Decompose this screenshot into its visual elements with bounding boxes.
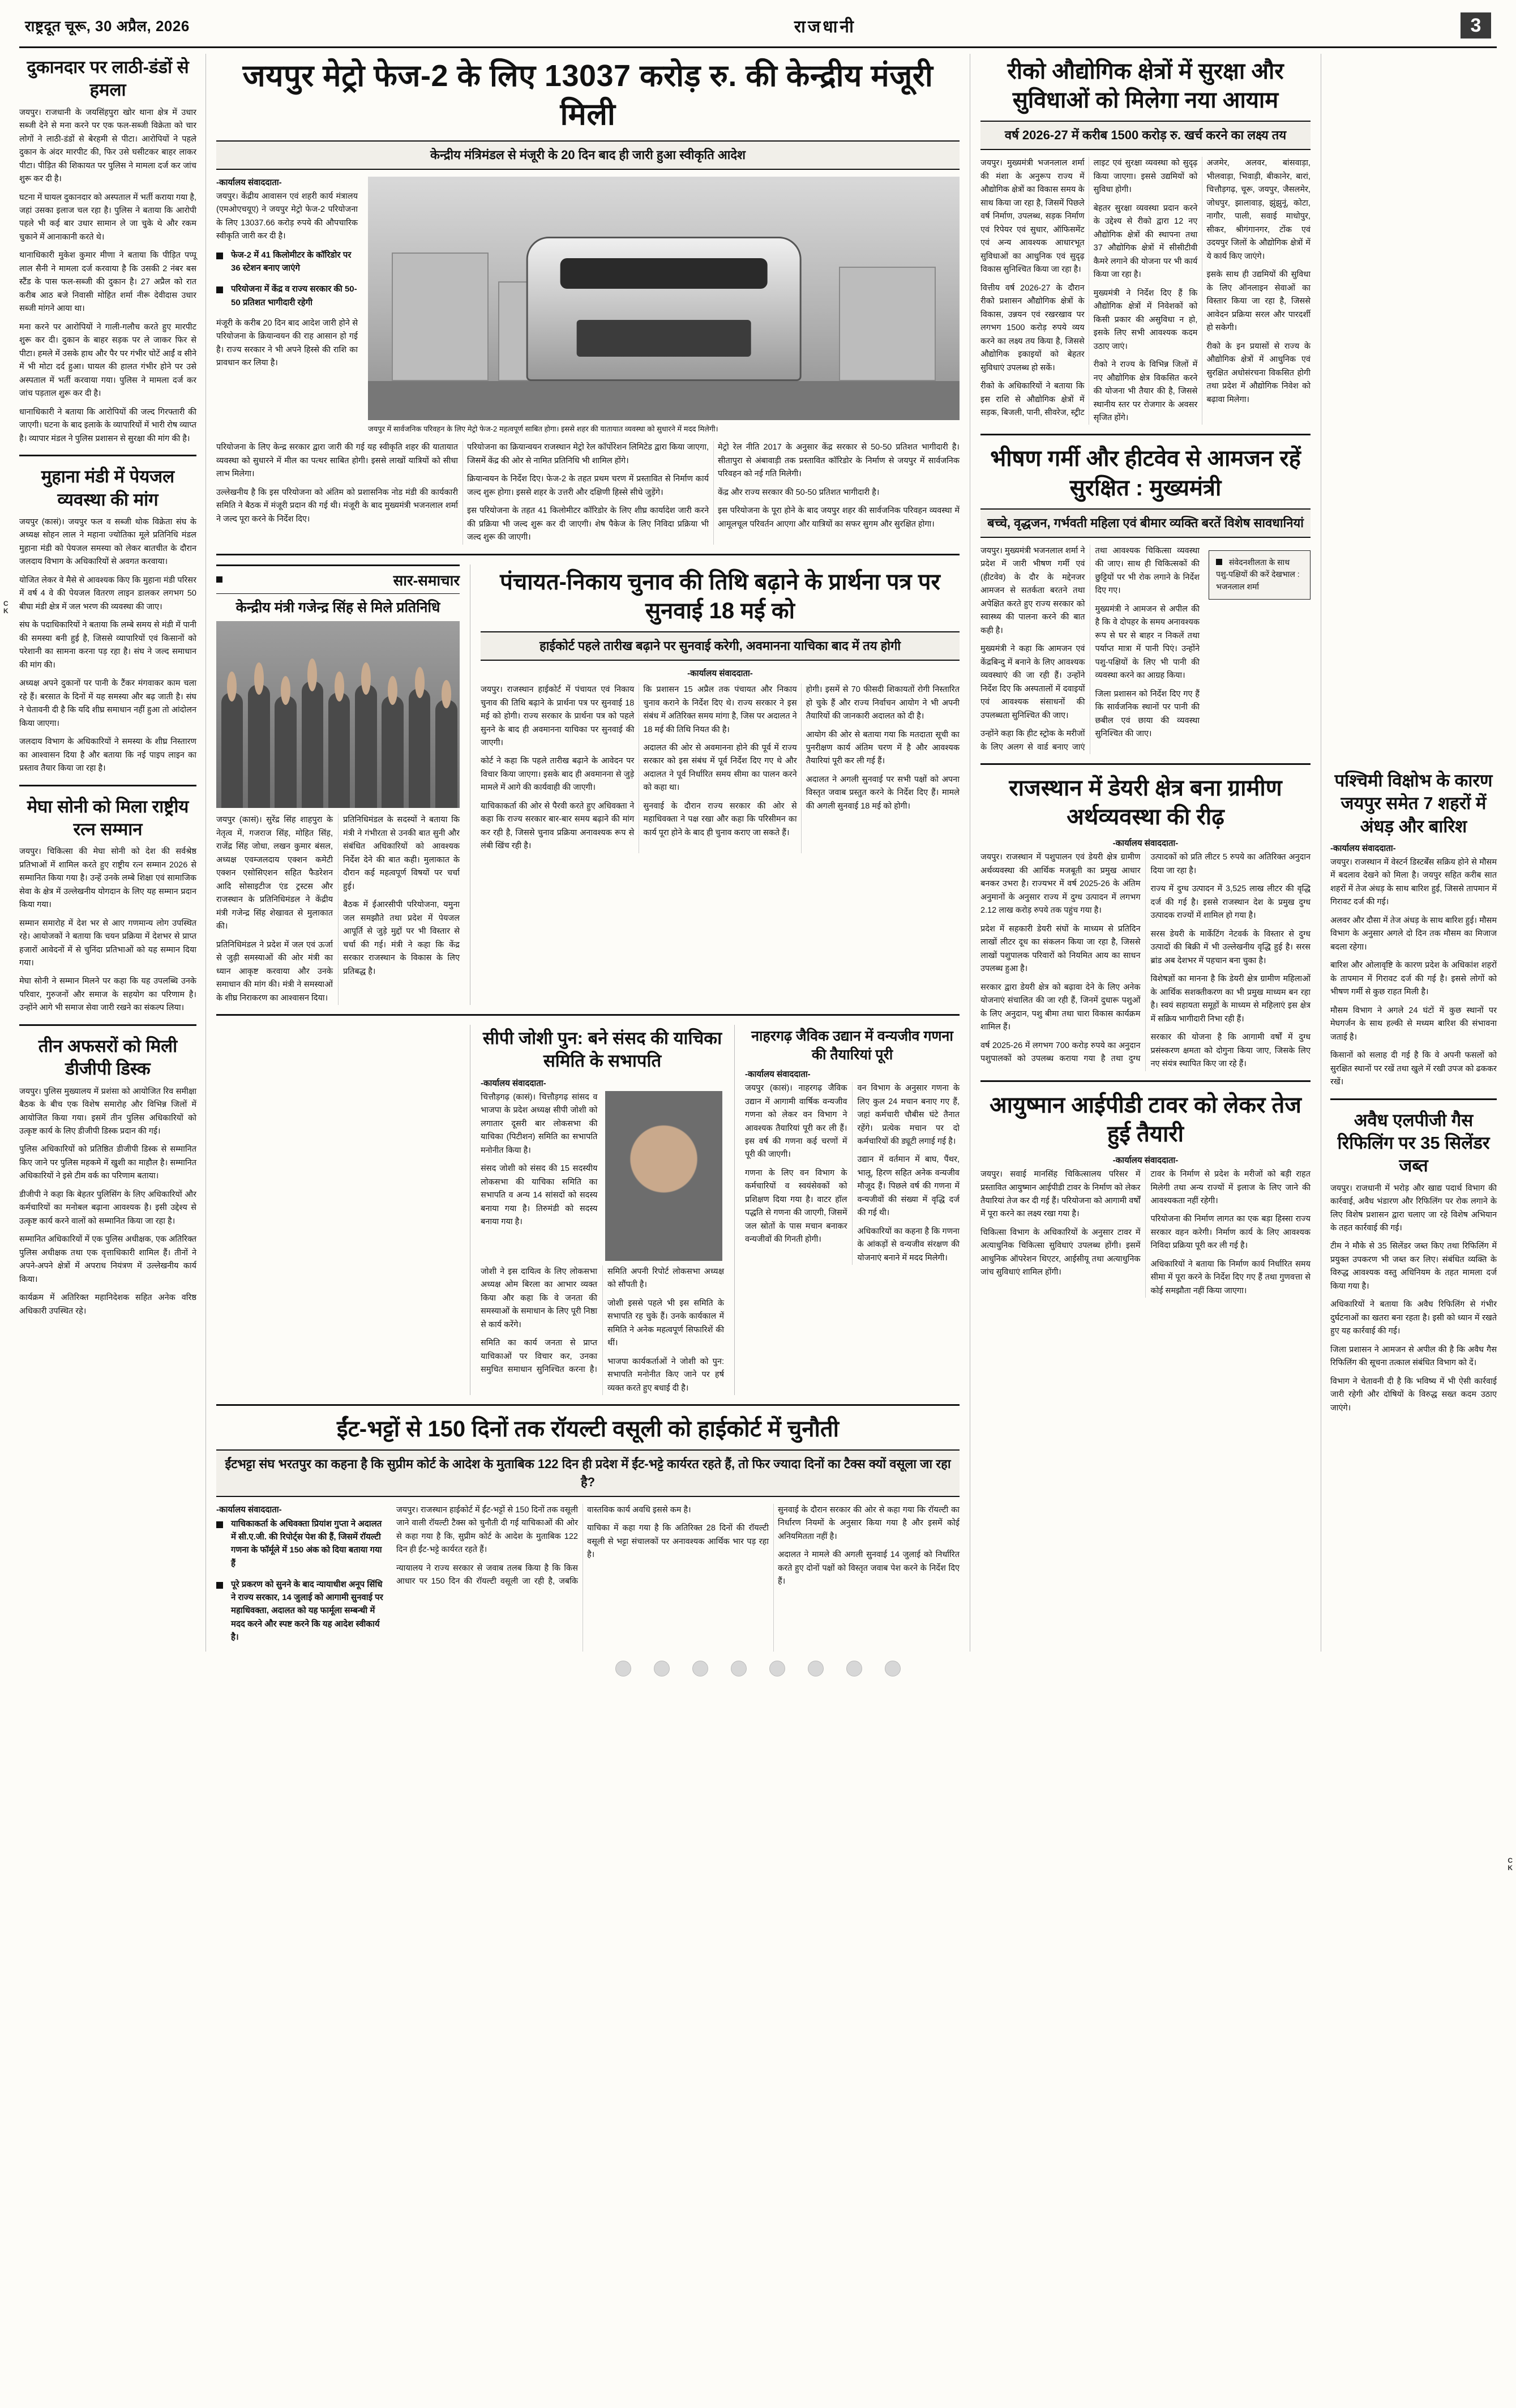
- story-paragraph: सरकार द्वारा डेयरी क्षेत्र को बढ़ावा देने के लिए अनेक योजनाएं संचालित की जा रही हैं, जिनमें दुधारू पशुओं के लिए अनुदान, पशु बीमा तथा चारा विकास कार्यक्रम शामिल हैं।: [980, 982, 1141, 1032]
- story-paragraph: रीको के इन प्रयासों से राज्य के औद्योगिक क्षेत्रों में आधुनिक एवं सुरक्षित अधोसंरचना विकसित होगी तथा प्रदेश में औद्योगिक निवेश को बढ़ावा मिलेगा।: [1206, 341, 1311, 404]
- story-paragraph: अजमेर, अलवर, बांसवाड़ा, भीलवाड़ा, भिवाड़ी, बीकानेर, बारां, चित्तौड़गढ़, चूरू, जयपुर, जैसलमेर, जोधपुर, झालावाड़, झुंझुनूं, कोटा, नागौर, पाली, सवाई माधोपुर, सीकर, श्रीगंगानगर, टोंक एवं उदयपुर जिलों के औद्योगिक क्षेत्रों में ये कार्य किए जाएंगे।: [1206, 159, 1311, 261]
- story-dgp-disc: [19, 1035, 196, 1318]
- story-paragraph: गणना के लिए वन विभाग के कर्मचारियों व स्वयंसेवकों को प्रशिक्षण दिया गया है। वाटर हॉल पद्धति से गणना की जाएगी, जिसमें जल स्रोतों के पास मचान बनाकर वन्यजीवों की गिनती होगी।: [745, 1168, 847, 1244]
- story-cp-joshi: [470, 1025, 724, 1395]
- story-headline: दुकानदार पर लाठी-डंडों से हमला: [27, 57, 189, 100]
- story-paragraph: जिला प्रशासन ने आमजन से अपील की है कि अवैध गैस रिफिलिंग की सूचना तत्काल संबंधित विभाग को दें।: [1330, 1345, 1497, 1368]
- story-paragraph: थानाधिकारी मुकेश कुमार मीणा ने बताया कि पीड़ित पप्पू लाल सैनी ने मामला दर्ज करवाया है कि उसकी 2 नंबर बस स्टैंड के पास फल-सब्जी की दुकान है। 27 अप्रैल को रात करीब आठ बजे निवासी मोहित शर्मा नीरू देवीदास उधार सब्जी मांगने आया था।: [19, 251, 196, 314]
- story-paragraph: जयपुर। राजस्थान हाईकोर्ट में ईंट-भट्टों से 150 दिनों तक वसूली जाने वाली रॉयल्टी टैक्स को चुनौती दी गई याचिकाओं की ओर से कहा गया है कि, सुप्रीम कोर्ट के आदेश के मुताबिक 122 दिन ही ईंट-भट्टे कार्यरत रहते हैं।: [396, 1505, 578, 1555]
- story-paragraph: जयपुर। सवाई मानसिंह चिकित्सालय परिसर में प्रस्तावित आयुष्मान आईपीडी टावर के निर्माण को लेकर तैयारियां तेज कर दी गई हैं। परियोजना को आगामी वर्षों में पूरा करने का लक्ष्य रखा गया है।: [980, 1170, 1141, 1219]
- metro-train-photo: [368, 177, 960, 420]
- story-paragraph: भाजपा कार्यकर्ताओं ने जोशी को पुन: सभापति मनोनीत किए जाने पर हर्ष व्यक्त करते हुए बधाई दी है।: [607, 1357, 724, 1393]
- eent-bullet-list: [216, 1517, 386, 1644]
- story-paragraph: मुख्यमंत्री ने कहा कि आमजन एवं केंद्रबिन्दु में बनाने के लिए आवश्यक व्यवस्थाएं की जा रही हैं। उन्होंने निर्देश दिए कि अस्पतालों में दवाइयों एवं आवश्यक संसाधनों की उपलब्धता सुनिश्चित की जाए।: [980, 644, 1085, 720]
- story-brick-kiln-royalty: [216, 1415, 960, 1652]
- story-paragraph: चित्तौड़गढ़ (कासं)। चित्तौड़गढ़ सांसद व भाजपा के प्रदेश अध्यक्ष सीपी जोशी को लगातार दूसरी बार लोकसभा की याचिका (पिटीशन) समिति का सभापति मनोनीत किया है।: [481, 1092, 598, 1155]
- delegation-group-photo: [216, 621, 460, 808]
- story-paragraph: जयपुर। मुख्यमंत्री भजनलाल शर्मा ने प्रदेश में जारी भीषण गर्मी एवं (हीटवेव) के दौर के मद्देनजर आमजन से सतर्कता बरतने तथा अपेक्षित करते हुए राज्य सरकार को स्वास्थ्य की पालना करने की बात कही है।: [980, 546, 1085, 635]
- story-paragraph: कार्यक्रम में अतिरिक्त महानिदेशक सहित अनेक वरिष्ठ अधिकारी उपस्थित रहे।: [19, 1293, 196, 1316]
- story-paragraph: टीम ने मौके से 35 सिलेंडर जब्त किए तथा रिफिलिंग में प्रयुक्त उपकरण भी जब्त कर लिए। संबंधित व्यक्ति के विरुद्ध आवश्यक वस्तु अधिनियम के तहत मामला दर्ज किया गया है।: [1330, 1242, 1497, 1291]
- lead-subhead: केन्द्रीय मंत्रिमंडल से मंजूरी के 20 दिन बाद ही जारी हुआ स्वीकृति आदेश: [216, 140, 960, 170]
- story-panchayat-election-date: [470, 564, 960, 1005]
- story-paragraph: प्रदेश में सहकारी डेयरी संघों के माध्यम से प्रतिदिन लाखों लीटर दूध का संकलन किया जा रहा है, जिससे लाखों पशुपालक परिवारों को नियमित आय का साधन उपलब्ध हुआ है।: [980, 924, 1141, 974]
- square-bullet-icon: [1216, 559, 1222, 565]
- story-paragraph: जयपुर। राजस्थान में वेस्टर्न डिस्टर्बेंस सक्रिय होने से मौसम में बदलाव देखने को मिला है। जयपुर सहित करीब सात शहरों में तेज अंधड़ के साथ बारिश हुई, जिससे तापमान में गिरावट दर्ज की गई।: [1330, 857, 1497, 907]
- story-subhead: बच्चे, वृद्धजन, गर्भवती महिला एवं बीमार व्यक्ति बरतें विशेष सावधानियां: [980, 508, 1311, 538]
- story-paragraph: जलदाय विभाग के अधिकारियों ने समस्या के शीघ्र निस्तारण का आश्वासन दिया है और बताया कि नई पाइप लाइन का प्रस्ताव तैयार किया जा रहा है।: [19, 737, 196, 773]
- story-paragraph: जयपुर। राजधानी में भरोड़ और खाद्य पदार्थ विभाग की कार्रवाई, अवैध भंडारण और रिफिलिंग पर रोक लगाने के लिए विशेष प्रशासन द्वारा चलाए जा रहे विशेष अभियान के तहत कार्रवाई की गई।: [1330, 1183, 1497, 1233]
- story-headline: रीको औद्योगिक क्षेत्रों में सुरक्षा और सुविधाओं को मिलेगा नया आयाम: [1007, 59, 1284, 113]
- story-paragraph: जयपुर। केंद्रीय आवासन एवं शहरी कार्य मंत्रालय (एमओएचयूए) ने जयपुर मेट्रो फेज-2 परियोजना के लिए 13037.66 करोड़ रुपये की औपचारिक स्वीकृति जारी कर दी है।: [216, 191, 358, 241]
- story-paragraph: घटना में घायल दुकानदार को अस्पताल में भर्ती कराया गया है, जहां उसका इलाज चल रहा है। पुलिस ने बताया कि आरोपी पहले भी कई बार उधार सामान ले जा चुके थे और रकम चुकाने में आनाकानी करते थे।: [19, 193, 196, 242]
- story-paragraph: किसानों को सलाह दी गई है कि वे अपनी फसलों को सुरक्षित स्थानों पर रखें तथा खुले में रखी उपज को ढककर रखें।: [1330, 1051, 1497, 1087]
- story-paragraph: कि प्रशासन 15 अप्रैल तक पंचायत और निकाय चुनाव कराने के निर्देश दिए थे। राज्य सरकार ने इस संबंध में अतिरिक्त समय मांगा है, जिस पर अदालत ने 18 मई की तिथि नियत की है।: [643, 685, 797, 734]
- story-paragraph: जोशी ने इस दायित्व के लिए लोकसभा अध्यक्ष ओम बिरला का आभार व्यक्त किया और कहा कि वे जनता की समस्याओं के समाधान के लिए पूरी निष्ठा से कार्य करेंगे।: [481, 1267, 597, 1329]
- story-paragraph: सरस डेयरी के मार्केटिंग नेटवर्क के विस्तार से दुग्ध उत्पादों की बिक्री में भी उल्लेखनीय वृद्धि हुई है। सरस ब्रांड अब देशभर में पहचान बना चुका है।: [1150, 929, 1311, 965]
- story-subhead: वर्ष 2026-27 में करीब 1500 करोड़ रु. खर्च करने का लक्ष्य तय: [980, 121, 1311, 150]
- divider: [19, 785, 196, 786]
- divider: [980, 763, 1311, 765]
- story-illegal-lpg-refilling: [1330, 1109, 1497, 1415]
- story-paragraph: अलवर और दौसा में तेज अंधड़ के साथ बारिश हुई। मौसम विभाग के अनुसार अगले दो दिन तक मौसम का मिजाज बदला रहेगा।: [1330, 916, 1497, 952]
- masthead-edition: राष्ट्रदूत चूरू, 30 अप्रैल, 2026: [25, 18, 190, 35]
- story-paragraph: आयोग की ओर से बताया गया कि मतदाता सूची का पुनरीक्षण कार्य अंतिम चरण में है और आवश्यक तैयारियां पूरी कर ली गई हैं।: [806, 730, 960, 766]
- story-paragraph: अधिकारियों का कहना है कि गणना के आंकड़ों से वन्यजीव संरक्षण की योजनाएं बनाने में मदद मिलेगी।: [857, 1226, 960, 1263]
- story-paragraph: सरकार की योजना है कि आगामी वर्षों में दुग्ध प्रसंस्करण क्षमता को दोगुना किया जाए, जिसके लिए नए संयंत्र स्थापित किए जा रहे हैं।: [1150, 1033, 1311, 1069]
- story-paragraph: मुख्यमंत्री ने निर्देश दिए हैं कि औद्योगिक क्षेत्रों में निवेशकों को किसी प्रकार की असुविधा न हो, इसके लिए सभी आवश्यक कदम उठाए जाएं।: [1093, 288, 1198, 351]
- story-subhead: ईंटभट्टा संघ भरतपुर का कहना है कि सुप्रीम कोर्ट के आदेश के मुताबिक 122 दिन ही प्रदेश में ईंट-भट्टे कार्यरत रहते हैं, तो फिर ज्यादा दिनों का टैक्स क्यों वसूला जा रहा है?: [216, 1449, 960, 1497]
- story-paragraph: जयपुर। राजस्थान हाईकोर्ट में पंचायत एवं निकाय चुनाव की तिथि बढ़ाने के प्रार्थना पत्र पर सुनवाई 18 मई को होगी। राज्य सरकार के प्रार्थना पत्र को पहले सुनने के बाद ही अवमानना याचिका पर सुनवाई की जाएगी।: [481, 685, 635, 747]
- section-label-text: सार-समाचार: [393, 571, 460, 589]
- story-paragraph: अदालत ने अगली सुनवाई पर सभी पक्षों को अपना विस्तृत जवाब प्रस्तुत करने के निर्देश दिए हैं। मामले की अगली सुनवाई 18 मई को होगी।: [806, 775, 960, 811]
- print-registration-dots: [19, 1652, 1497, 1682]
- story-paragraph: रीको के अधिकारियों ने बताया कि इस राशि से औद्योगिक क्षेत्रों में सड़क, बिजली, पानी, सीवरेज, स्ट्रीट लाइट एवं सुरक्षा व्यवस्था को सुदृढ़ किया जाएगा। इससे उद्यमियों को सुविधा होगी।: [980, 159, 1198, 417]
- story-headline: अवैध एलपीजी गैस रिफिलिंग पर 35 सिलेंडर जब्त: [1337, 1110, 1490, 1176]
- story-paragraph: विभाग ने चेतावनी दी है कि भविष्य में भी ऐसी कार्रवाई जारी रहेगी और दोषियों के विरुद्ध सख्त कदम उठाए जाएंगे।: [1330, 1376, 1497, 1413]
- story-paragraph: डीजीपी ने कहा कि बेहतर पुलिसिंग के लिए अधिकारियों और कर्मचारियों का मनोबल बढ़ाना आवश्यक है। इसी उद्देश्य से उत्कृष्ट कार्य करने वालों को सम्मानित किया जा रहा है।: [19, 1190, 196, 1226]
- divider: [1330, 1098, 1497, 1100]
- story-headline: पश्चिमी विक्षोभ के कारण जयपुर समेत 7 शहरों में अंधड़ और बारिश: [1334, 771, 1493, 836]
- story-paragraph: अदालत की ओर से अवमानना होने की पूर्व में राज्य सरकार को इस संबंध में पूर्व निर्देश दिए गए थे और अदालत ने पूर्व निर्धारित समय सीमा का पालन करने को कहा था।: [643, 743, 797, 793]
- story-paragraph: मेट्रो रेल नीति 2017 के अनुसार केंद्र सरकार से 50-50 प्रतिशत भागीदारी है। सीतापुरा से अंबावाड़ी तक प्रस्तावित कॉरिडोर के निर्माण से जयपुर में सार्वजनिक परिवहन को नई गति मिलेगी।: [718, 443, 960, 479]
- story-paragraph: सुनवाई के दौरान राज्य सरकार की ओर से महाधिवक्ता ने पक्ष रखा और कहा कि परिसीमन का कार्य पूरा होने के बाद ही चुनाव कराए जा सकते हैं।: [643, 801, 797, 837]
- story-paragraph: प्रतिनिधिमंडल के सदस्यों ने बताया कि मंत्री ने गंभीरता से उनकी बात सुनी और संबंधित अधिकारियों को आवश्यक निर्देश देने की बात कही। मुलाकात के दौरान कई महत्वपूर्ण विषयों पर चर्चा हुई।: [343, 815, 460, 891]
- byline: -कार्यालय संवाददाता-: [216, 1504, 282, 1515]
- square-bullet-icon: [216, 576, 222, 583]
- story-paragraph: मौसम विभाग ने अगले 24 घंटों में कुछ स्थानों पर मेघगर्जन के साथ हल्की से मध्यम बारिश की संभावना जताई है।: [1330, 1006, 1497, 1042]
- story-paragraph: जयपुर। मुख्यमंत्री भजनलाल शर्मा की मंशा के अनुरूप राज्य में औद्योगिक क्षेत्रों का विकास समय के साथ किया जा रहा है, जिसमें पिछले वर्ष निर्माण, उपलब्ध, सड़क निर्माण एवं रिपेयर एवं सुधार, ऑफिसमेंट एवं अन्य आवश्यक आधारभूत सुविधाओं का आधुनिक एवं सुदृढ़ विकास सुनिश्चित किया जा रहा है।: [980, 159, 1085, 275]
- list-item: पूरे प्रकरण को सुनने के बाद न्यायाधीश अनूप सिंधि ने राज्य सरकार, 14 जुलाई को आगामी सुनवाई पर महाधिवक्ता, अदालत को यह फार्मूला सम्बन्धी में मदद करने और स्पष्ट करने कि यह आदेश स्वीकार्य है।: [216, 1578, 386, 1644]
- story-paragraph: सम्मान समारोह में देश भर से आए गणमान्य लोग उपस्थित रहे। आयोजकों ने बताया कि चयन प्रक्रिया में देशभर से प्राप्त हजारों आवेदनों में से चुनिंदा प्रतिभाओं को यह सम्मान दिया गया।: [19, 918, 196, 968]
- quote-text: संवेदनशीलता के साथ पशु-पक्षियों की करें देखभाल : भजनलाल शर्मा: [1216, 557, 1300, 592]
- story-paragraph: इसके साथ ही उद्यमियों की सुविधा के लिए ऑनलाइन सेवाओं का विस्तार किया जा रहा है, जिससे आवेदन प्रक्रिया सरल और पारदर्शी हो सकेगी।: [1206, 270, 1311, 333]
- story-paragraph: अधिकारियों ने बताया कि निर्माण कार्य निर्धारित समय सीमा में पूरा करने के निर्देश दिए गए हैं तथा गुणवत्ता से कोई समझौता नहीं किया जाएगा।: [1150, 1259, 1311, 1295]
- story-paragraph: वर्ष 2025-26 में लगभग 700 करोड़ रुपये का अनुदान पशुपालकों को उपलब्ध कराया गया है तथा दुग्ध उत्पादकों को प्रति लीटर 5 रुपये का अतिरिक्त अनुदान दिया जा रहा है।: [980, 853, 1311, 1064]
- masthead: [19, 0, 1497, 48]
- story-paragraph: उन्होंने कहा कि हीट स्ट्रोक के मरीजों के लिए अलग से वार्ड बनाए जाएं तथा आवश्यक चिकित्सा व्यवस्था की जाए। साथ ही चिकित्सकों की छुट्टियों पर भी रोक लगाने के निर्देश दिए गए।: [980, 546, 1200, 752]
- story-paragraph: वित्तीय वर्ष 2026-27 के दौरान रीको प्रशासन औद्योगिक क्षेत्रों के विकास, उन्नयन एवं रखरखाव पर लगभग 1500 करोड़ रुपये व्यय करने का लक्ष्य तय किया है, जिससे औद्योगिक इकाइयों को बेहतर सुविधाएं उपलब्ध हो सकें।: [980, 283, 1085, 373]
- story-riico-industrial-areas: [980, 57, 1311, 425]
- byline: -कार्यालय संवाददाता-: [1112, 1156, 1179, 1166]
- story-headline: भीषण गर्मी और हीटवेव से आमजन रहें सुरक्षित : मुख्यमंत्री: [990, 446, 1301, 501]
- page-columns: [19, 48, 1497, 1652]
- story-headline: ईंट-भट्टों से 150 दिनों तक रॉयल्टी वसूली को हाईकोर्ट में चुनौती: [337, 1417, 839, 1442]
- story-paragraph: विशेषज्ञों का मानना है कि डेयरी क्षेत्र ग्रामीण महिलाओं के आर्थिक सशक्तीकरण का भी प्रमुख माध्यम बन रहा है। स्वयं सहायता समूहों के माध्यम से महिलाएं इस क्षेत्र में सक्रिय भागीदारी निभा रही हैं।: [1150, 974, 1311, 1024]
- story-paragraph: जयपुर। चिकित्सा की मेघा सोनी को देश की सर्वश्रेष्ठ प्रतिभाओं में शामिल करते हुए राष्ट्रीय रत्न सम्मान 2026 से सम्मानित किया गया है। उन्हें उनके लम्बे शिक्षा एवं सामाजिक सेवा के क्षेत्र में उल्लेखनीय योगदान के लिए यह सम्मान प्रदान किया गया।: [19, 847, 196, 910]
- story-paragraph: मना करने पर आरोपियों ने गाली-गलौच करते हुए मारपीट शुरू कर दी। दुकान के बाहर सड़क पर ले जाकर फिर से पीटा। हमले में उसके हाथ और पैर पर गंभीर चोटें आईं व सीने में भी मोटा दर्द हुआ। घायल की हालत गंभीर होने पर उसे अस्पताल में भर्ती करवाया गया। पुलिस ने मामला दर्ज कर जांच पड़ताल शुरू कर दी है।: [19, 322, 196, 399]
- divider: [19, 1024, 196, 1026]
- column-4: [1321, 54, 1497, 1652]
- byline: -कार्यालय संवाददाता-: [481, 1078, 546, 1088]
- story-paragraph: उद्यान में वर्तमान में बाघ, पैंथर, भालू, हिरण सहित अनेक वन्यजीव मौजूद हैं। पिछले वर्ष की गणना में वन्यजीवों की संख्या में वृद्धि दर्ज की गई थी।: [857, 1155, 960, 1218]
- divider: [980, 1080, 1311, 1082]
- masthead-section-title: राजधानी: [794, 17, 856, 36]
- story-paragraph: न्यायालय ने राज्य सरकार से जवाब तलब किया है कि किस आधार पर 150 दिन की रॉयल्टी वसूली जा रही है, जबकि वास्तविक कार्य अवधि इससे कम है।: [396, 1505, 691, 1586]
- divider: [216, 1014, 960, 1016]
- story-paragraph: जयपुर। राजस्थान में पशुपालन एवं डेयरी क्षेत्र ग्रामीण अर्थव्यवस्था की आर्थिक मजबूती का प्रमुख आधार बनकर उभरा है। राज्यभर में वर्ष 2025-26 के अंतिम अनुमानों के अनुसार राज्य में दुग्ध उत्पादन में लगभग 2.12 लाख करोड़ रुपये तक पहुंच गया है।: [980, 853, 1141, 916]
- registration-mark-k: C K: [1508, 1857, 1513, 1872]
- story-paragraph: याचिका में कहा गया है कि अतिरिक्त 28 दिनों की रॉयल्टी वसूली से भट्टा संचालकों पर अनावश्यक आर्थिक भार पड़ रहा है।: [587, 1524, 769, 1560]
- list-item: फेज-2 में 41 किलोमीटर के कॉरिडोर पर 36 स्टेशन बनाए जाएंगे: [216, 249, 358, 275]
- story-paragraph: केंद्र और राज्य सरकार की 50-50 प्रतिशत भागीदारी है।: [718, 487, 880, 497]
- story-jaipur-metro-phase2: [216, 57, 960, 545]
- story-headline: सीपी जोशी पुन: बने संसद की याचिका समिति के सभापति: [482, 1028, 722, 1071]
- story-nahargarh-wildlife-census: [734, 1025, 960, 1395]
- story-paragraph: चिकित्सा विभाग के अधिकारियों के अनुसार टावर में अत्याधुनिक चिकित्सा सुविधाएं उपलब्ध होंगी। इसमें आधुनिक ऑपरेशन थिएटर, आईसीयू तथा अत्याधुनिक जांच सुविधाएं शामिल होंगी।: [980, 1227, 1141, 1277]
- story-paragraph: जोशी इससे पहले भी इस समिति के सभापति रह चुके हैं। उनके कार्यकाल में समिति ने अनेक महत्वपूर्ण सिफारिशें की थीं।: [607, 1298, 724, 1348]
- column-3: [970, 54, 1321, 1652]
- page-number-badge: 3: [1461, 12, 1491, 39]
- cp-joshi-portrait-photo: [605, 1091, 722, 1261]
- story-paragraph: बैठक में ईआरसीपी परियोजना, यमुना जल समझौते तथा प्रदेश में पेयजल आपूर्ति से जुड़े मुद्दों पर भी विस्तार से चर्चा की गई। मंत्री ने कहा कि केंद्र सरकार राजस्थान के विकास के लिए प्रतिबद्ध है।: [343, 900, 460, 976]
- story-paragraph: कोर्ट ने कहा कि पहले तारीख बढ़ाने के आवेदन पर विचार किया जाएगा। इसके बाद ही अवमानना से जुड़े मामले में आगे की कार्यवाही की जाएगी।: [481, 756, 635, 793]
- story-muhana-mandi-water: [19, 465, 196, 775]
- story-paragraph: होगी। इसमें से 70 फीसदी शिकायतों रोगी निस्तारित हो चुके हैं और राज्य निर्वाचन आयोग ने भी अपनी तैयारियों की जानकारी अदालत को दी है।: [806, 685, 960, 721]
- story-paragraph: अदालत ने मामले की अगली सुनवाई 14 जुलाई को निर्धारित करते हुए दोनों पक्षों को विस्तृत जवाब पेश करने के निर्देश दिए हैं।: [778, 1550, 960, 1586]
- story-headline: राजस्थान में डेयरी क्षेत्र बना ग्रामीण अर्थव्यवस्था की रीढ़: [1009, 776, 1282, 830]
- story-paragraph: अध्यक्ष अपने दुकानों पर पानी के टैंकर मंगवाकर काम चला रहे हैं। बरसात के दिनों में यह समस्या और बढ़ जाती है। संघ ने चेतावनी दी है कि यदि शीघ्र समाधान नहीं हुआ तो आंदोलन किया जाएगा।: [19, 679, 196, 728]
- story-paragraph: मेघा सोनी ने सम्मान मिलने पर कहा कि यह उपलब्धि उनके परिवार, गुरुजनों और समाज के सहयोग का परिणाम है। उन्होंने आगे भी समाज सेवा जारी रखने का संकल्प लिया।: [19, 977, 196, 1013]
- story-paragraph: जयपुर (कासं)। सुरेंद्र सिंह शाहपुरा के नेतृत्व में, गजराज सिंह, मोहित सिंह, राजेंद्र सिंह जोधा, लखन कुमार बंसल, अध्यक्ष एवम्जलदाय एक्शन कमेटी एक्शन एसोसिएशन सहित फैडरेशन आदि सोसाइटीज एंड ट्रस्टस और राजस्थान के प्रतिनिधिमंडल ने केंद्रीय मंत्री गजेन्द्र सिंह शेखावत से मुलाकात की।: [216, 815, 333, 931]
- spacer-col1-overlap: [216, 1025, 460, 1395]
- divider: [19, 455, 196, 456]
- divider: [216, 1404, 960, 1406]
- story-headline: नाहरगढ़ जैविक उद्यान में वन्यजीव गणना की तैयारियां पूरी: [751, 1028, 953, 1063]
- story-paragraph: वन विभाग के अनुसार गणना के लिए कुल 24 मचान बनाए गए हैं, जहां कर्मचारी चौबीस घंटे तैनात रहेंगे। प्रत्येक मचान पर दो कर्मचारियों की ड्यूटी लगाई गई है।: [857, 1084, 960, 1146]
- story-paragraph: जयपुर (कासं)। नाहरगढ़ जैविक उद्यान में आगामी वार्षिक वन्यजीव गणना को लेकर वन विभाग ने आवश्यक तैयारियां पूरी कर ली हैं। इस वर्ष की गणना कई चरणों में पूरी की जाएगी।: [745, 1084, 847, 1160]
- divider: [216, 554, 960, 555]
- story-paragraph: जिला प्रशासन को निर्देश दिए गए हैं कि सार्वजनिक स्थानों पर पानी की छबील एवं छाया की व्यवस्था सुनिश्चित की जाए।: [1095, 689, 1200, 739]
- story-subhead: हाईकोर्ट पहले तारीख बढ़ाने पर सुनवाई करेगी, अवमानना याचिका बाद में तय होगी: [481, 631, 960, 661]
- story-paragraph: बारिश और ओलावृष्टि के कारण प्रदेश के अधिकांश शहरों के तापमान में गिरावट दर्ज की गई है। इससे लोगों को भीषण गर्मी से कुछ राहत मिली है।: [1330, 961, 1497, 997]
- list-item: परियोजना में केंद्र व राज्य सरकार की 50-50 प्रतिशत भागीदारी रहेगी: [216, 283, 358, 309]
- story-paragraph: जयपुर। राजधानी के जयसिंहपुरा खोर थाना क्षेत्र में उधार सब्जी देने से मना करने पर एक फल-सब्जी विक्रेता को चार लोगों ने लाठी-डंडों से बेरहमी से पीटा। आरोपियों ने पहले दुकान के अंदर मारपीट की, फिर उसे घसीटकर बाहर लाकर पीटा। पीड़ित की शिकायत पर पुलिस ने मामला दर्ज कर जांच शुरू कर दी है।: [19, 108, 196, 184]
- story-paragraph: सम्मानित अधिकारियों में एक पुलिस अधीक्षक, एक अतिरिक्त पुलिस अधीक्षक तथा एक वृत्ताधिकारी शामिल हैं। तीनों ने अपने-अपने क्षेत्रों में अपराध नियंत्रण में उल्लेखनीय कार्य किया।: [19, 1235, 196, 1284]
- byline: -कार्यालय संवाददाता-: [1112, 839, 1179, 849]
- list-item: याचिकाकर्ता के अधिवक्ता प्रियांश गुप्ता ने अदालत में सी.ए.जी. की रिपोर्ट्स पेश की हैं, जिसमें रॉयल्टी गणना के फॉर्मूले में 150 अंक को दिया बताया गया हैं: [216, 1517, 386, 1570]
- registration-mark-c: C K: [3, 600, 8, 615]
- story-western-disturbance-rain: [1330, 769, 1497, 1089]
- column-2: [206, 54, 970, 1652]
- byline: -कार्यालय संवाददाता-: [216, 177, 282, 187]
- photo-caption: जयपुर में सार्वजनिक परिवहन के लिए मेट्रो फेज-2 महत्वपूर्ण साबित होगा। इससे शहर की यातायात व्यवस्था को सुधारने में मदद मिलेगी।: [368, 424, 718, 433]
- divider: [980, 434, 1311, 435]
- story-paragraph: अधिकारियों ने बताया कि अवैध रिफिलिंग से गंभीर दुर्घटनाओं का खतरा बना रहता है। इसी को ध्यान में रखते हुए यह कार्रवाई की गई।: [1330, 1300, 1497, 1336]
- story-dairy-sector: [980, 774, 1311, 1071]
- story-headline: पंचायत-निकाय चुनाव की तिथि बढ़ाने के प्रार्थना पत्र पर सुनवाई 18 मई को: [500, 569, 940, 623]
- story-paragraph: समिति का कार्य जनता से प्राप्त याचिकाओं पर विचार कर, उनका समुचित समाधान सुनिश्चित करना है। समिति अपनी रिपोर्ट लोकसभा अध्यक्ष को सौंपती है।: [481, 1267, 724, 1375]
- lead-bullet-list: [216, 249, 358, 309]
- story-paragraph: संसद जोशी को संसद की 15 सदस्यीय लोकसभा की याचिका समिति का सभापति व अन्य 14 सांसदों को सदस्य बनाया गया है। तिरुमंडी को सदस्य बनाया गया है।: [481, 1164, 598, 1227]
- story-headline: मेघा सोनी को मिला राष्ट्रीय रत्न सम्मान: [27, 796, 189, 839]
- story-paragraph: राज्य में दुग्ध उत्पादन में 3,525 लाख लीटर की वृद्धि दर्ज की गई है। इससे राजस्थान देश के प्रमुख दुग्ध उत्पादक राज्यों में शामिल हो गया है।: [1150, 884, 1311, 921]
- story-paragraph: सुनवाई के दौरान सरकार की ओर से कहा गया कि रॉयल्टी का निर्धारण नियमों के अनुसार किया गया है और इसमें कोई अनियमितता नहीं है।: [778, 1505, 960, 1541]
- story-paragraph: याचिकाकर्ता की ओर से पैरवी करते हुए अधिवक्ता ने कहा कि राज्य सरकार बार-बार समय बढ़ाने की मांग कर रही है, जिससे चुनाव प्रक्रिया अनावश्यक रूप से लंबी खिंच रही है।: [481, 801, 635, 851]
- story-paragraph: रीको ने राज्य के विभिन्न जिलों में नए औद्योगिक क्षेत्र विकसित करने की योजना भी तैयार की है, जिससे स्थानीय स्तर पर रोजगार के अवसर सृजित होंगे।: [1093, 360, 1198, 422]
- byline: -कार्यालय संवाददाता-: [687, 669, 753, 679]
- story-headline: आयुष्मान आईपीडी टावर को लेकर तेज हुई तैयारी: [989, 1092, 1301, 1147]
- column-1: [19, 54, 206, 1652]
- story-megha-soni-award: [19, 795, 196, 1015]
- story-paragraph: इस परियोजना के पूरा होने के बाद जयपुर शहर की सार्वजनिक परिवहन व्यवस्था में आमूलचूल परिवर्तन आएगा और यात्रियों का सफर सुगम और सुरक्षित होगा।: [718, 506, 960, 529]
- story-paragraph: टावर के निर्माण से प्रदेश के मरीजों को बड़ी राहत मिलेगी तथा अन्य राज्यों में इलाज के लिए जाने की आवश्यकता नहीं रहेगी।: [1150, 1170, 1311, 1205]
- story-paragraph: पुलिस अधिकारियों को प्रतिष्ठित डीजीपी डिस्क से सम्मानित किए जाने पर पुलिस महकमे में खुशी का माहौल है। सम्मानित अधिकारियों ने इसे टीम वर्क का परिणाम बताया।: [19, 1145, 196, 1181]
- column4-top-spacer: [1330, 54, 1497, 767]
- section-label-sar-samachar: [216, 564, 460, 594]
- byline: -कार्यालय संवाददाता-: [745, 1070, 811, 1080]
- byline: -कार्यालय संवाददाता-: [1330, 843, 1396, 853]
- story-sar-samachar: [216, 564, 460, 1005]
- story-headline: तीन अफसरों को मिली डीजीपी डिस्क: [38, 1036, 178, 1079]
- story-headline: मुहाना मंडी में पेयजल व्यवस्था की मांग: [41, 467, 175, 510]
- story-paragraph: परियोजना का क्रियान्वयन राजस्थान मेट्रो रेल कॉर्पोरेशन लिमिटेड द्वारा किया जाएगा, जिसमें केंद्र की ओर से नामित प्रतिनिधि भी शामिल होंगे।: [467, 443, 709, 465]
- story-heatwave-advisory: [980, 444, 1311, 754]
- story-ayushman-ipd-tower: [980, 1091, 1311, 1298]
- cm-quote-box: [1209, 550, 1311, 600]
- story-paragraph: इस परियोजना के तहत 41 किलोमीटर कॉरिडोर के लिए शीघ्र कार्यादेश जारी करने की प्रक्रिया भी जल्द शुरू कर दी जाएगी। शेष पैकेज के लिए निविदा प्रक्रिया भी जल्द शुरू की जाएगी।: [467, 506, 709, 542]
- story-paragraph: क्रियान्वयन के निर्देश दिए। फेज-2 के तहत प्रथम चरण में प्रस्तावित से निर्माण कार्य जल्द शुरू होगा। इससे शहर के उत्तरी और दक्षिणी हिस्से सीधे जुड़ेंगे।: [467, 474, 709, 497]
- story-paragraph: जयपुर (कासं)। जयपुर फल व सब्जी थोक विक्रेता संघ के अध्यक्ष सोहन लाल ने महाना ज्योतिका मूले प्रतिनिधि मंडल मुहाना मंडी को पेयजल समस्या को लेकर बातचीत के दौरान जलदाय विभाग के अधिकारियों से अवगत करवाया।: [19, 517, 196, 567]
- story-paragraph: उल्लेखनीय है कि इस परियोजना को अंतिम को प्रशासनिक नोड मंडी की कार्यकारी समिति ने बैठक में मंजूरी प्रदान की गई थी। मंजूरी के बाद मुख्यमंत्री भजनलाल शर्मा ने जल्द पूरा करने के निर्देश दिए।: [216, 487, 458, 524]
- lead-headline: जयपुर मेट्रो फेज-2 के लिए 13037 करोड़ रु. की केन्द्रीय मंजूरी मिली: [242, 59, 933, 131]
- story-paragraph: बेहतर सुरक्षा व्यवस्था प्रदान करने के उद्देश्य से रीको द्वारा 12 नए औद्योगिक क्षेत्रों की स्थापना तथा 37 औद्योगिक क्षेत्रों में सीसीटीवी कैमरे लगाने की योजना पर भी कार्य किया जा रहा है।: [1093, 203, 1198, 280]
- story-paragraph: मंजूरी के करीब 20 दिन बाद आदेश जारी होने से परियोजना के क्रियान्वयन की राह आसान हो गई है। राज्य सरकार ने भी अपने हिस्से की राशि का प्रावधान कर लिया है।: [216, 318, 358, 368]
- story-headline: केन्द्रीय मंत्री गजेन्द्र सिंह से मिले प्रतिनिधि: [235, 599, 440, 615]
- story-paragraph: मुख्यमंत्री ने आमजन से अपील की है कि वे दोपहर के समय अनावश्यक रूप से घर से बाहर न निकलें तथा पर्याप्त मात्रा में पानी पिएं। उन्होंने पशु-पक्षियों के लिए भी पानी की व्यवस्था करने का आग्रह किया।: [1095, 604, 1200, 681]
- story-paragraph: प्रतिनिधिमंडल ने प्रदेश में जल एवं ऊर्जा से जुड़ी समस्याओं की ओर मंत्री का ध्यान आकृष्ट करवाया और उनके समाधान की मांग की। मंत्री ने समस्याओं के शीघ्र निराकरण का आश्वासन दिया।: [216, 940, 333, 1003]
- story-paragraph: परियोजना की निर्माण लागत का एक बड़ा हिस्सा राज्य सरकार वहन करेगी। निर्माण कार्य के लिए आवश्यक निविदा प्रक्रिया पूरी कर ली गई है।: [1150, 1214, 1311, 1251]
- story-paragraph: परियोजना के लिए केन्द्र सरकार द्वारा जारी की गई यह स्वीकृति शहर की यातायात व्यवस्था को सुधारने में मील का पत्थर साबित होगी। इससे लाखों यात्रियों को सीधा लाभ मिलेगा।: [216, 443, 458, 479]
- story-paragraph: धानाधिकारी ने बताया कि आरोपियों की जल्द गिरफ्तारी की जाएगी। घटना के बाद इलाके के व्यापारियों में भारी रोष व्याप्त है। व्यापार मंडल ने पुलिस प्रशासन से सुरक्षा की मांग की है।: [19, 407, 196, 443]
- story-paragraph: संघ के पदाधिकारियों ने बताया कि लम्बे समय से मंडी में पानी की समस्या बनी हुई है, जिससे व्यापारियों एवं किसानों को परेशानी का सामना करना पड़ रहा है। संघ ने जल्द समाधान की मांग की।: [19, 621, 196, 670]
- story-shopkeeper-attack: [19, 56, 196, 446]
- story-paragraph: योजित लेकर वे मैसे से आवश्यक किए कि मुहाना मंडी परिसर में वर्ष 4 वे की पेयजल वितरण लाइन डालकर लगभग 50 बीघा मंडी क्षेत्र में जल भरण की व्यवस्था की जाए।: [19, 575, 196, 611]
- story-paragraph: जयपुर। पुलिस मुख्यालय में प्रशंसा को आयोजित रिव समीक्षा बैठक के बीच एक विशेष समारोह और विभिन्न जिलों में आयोजित किया गया। इसमें तीन पुलिस अधिकारियों को उत्कृष्ट कार्य के लिए डीजीपी डिस्क प्रदान की गई।: [19, 1087, 196, 1136]
